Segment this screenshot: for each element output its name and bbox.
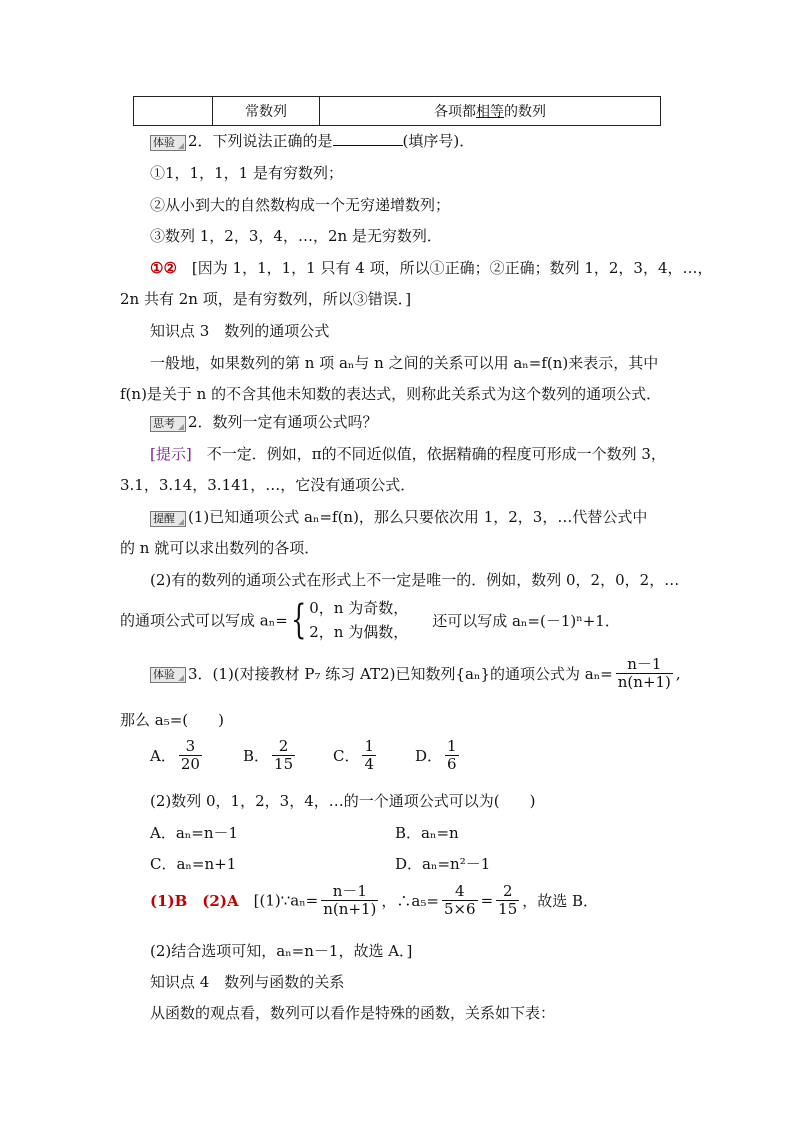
think-2-hint-cont: 3.1，3.14，3.141，…，它没有通项公式． (120, 476, 416, 494)
section-heading: 知识点 4 数列与函数的关系 (150, 973, 345, 991)
paragraph: 从函数的观点看，数列可以看作是特殊的函数，关系如下表： (150, 1004, 556, 1022)
paragraph: f(n)是关于 n 的不含其他未知数的表达式，则称此关系式为这个数列的通项公式． (120, 385, 662, 403)
table-cell (134, 97, 213, 125)
tiyan-tag: 体验 (150, 135, 186, 151)
reminder-2-formula: 的通项公式可以写成 aₙ={ 0，n 为奇数， 2，n 为偶数， 还可以写成 aₙ=(－1)ⁿ+1． (120, 597, 620, 643)
section-heading: 知识点 3 数列的通项公式 (150, 322, 330, 340)
think-2-question: 思考 2．数列一定有通项公式吗？ (150, 411, 378, 432)
statement-2: ②从小到大的自然数构成一个无穷递增数列； (150, 196, 451, 214)
exercise-3-question: 体验 3．(1)(对接教材 P₇ 练习 AT2)已知数列{aₙ}的通项公式为 aₙ= $\frac{n-1}{n(n+1)}$ , (150, 656, 681, 691)
exercise-2-explanation: 2n 共有 2n 项，是有穷数列，所以③错误．] (120, 290, 412, 308)
statement-3: ③数列 1，2，3，4，…，2n 是无穷数列． (150, 227, 442, 245)
table-cell: 常数列 (213, 97, 320, 125)
sikao-tag: 思考 (150, 416, 186, 432)
exercise-2-answer: ①② [因为 1，1，1，1 只有 4 项，所以①正确；②正确；数列 1，2，3，4，…， (150, 259, 713, 277)
reminder-1: 提醒 (1)已知通项公式 aₙ=f(n)，那么只要依次用 1，2，3，…代替公式中 (150, 506, 647, 527)
brace-symbol: { (290, 597, 307, 643)
table-cell: 各项都 相等 的数列 (434, 104, 546, 120)
reminder-1-cont: 的 n 就可以求出数列的各项． (120, 539, 320, 557)
option-d: D． $\frac{1}{6}$ (415, 737, 457, 773)
think-2-hint: [提示] 不一定．例如，π的不同近似值，依据精确的程度可形成一个数列 3， (150, 445, 666, 463)
q2-option-b: B．aₙ=n (395, 824, 459, 842)
tiyan-tag: 体验 (150, 667, 186, 683)
q2-option-a: A．aₙ=n－1 (150, 824, 239, 842)
q2-option-c: C．aₙ=n+1 (150, 855, 237, 873)
reminder-2: (2)有的数列的通项公式在形式上不一定是唯一的．例如，数列 0，2，0，2，… (150, 571, 680, 589)
statement-1: ①1，1，1，1 是有穷数列； (150, 164, 343, 182)
option-a: A． $\frac{3}{20}$ (150, 737, 200, 773)
exercise-3-q1-cont: 那么 a₅=( ) (120, 711, 224, 729)
exercise-3-q2: (2)数列 0，1，2，3，4，…的一个通项公式可以为( ) (150, 792, 536, 810)
table-row (133, 96, 661, 126)
exercise-2-question: 体验 2．下列说法正确的是 (填序号)． (150, 130, 474, 151)
exercise-3-solution-2: (2)结合选项可知，aₙ=n－1，故选 A．] (150, 942, 413, 960)
option-c: C． $\frac{1}{4}$ (333, 737, 375, 773)
q2-option-d: D．aₙ=n²－1 (395, 855, 491, 873)
exercise-3-solution: (1)B (2)A [(1)∵aₙ= $\frac{n-1}{n(n+1)}$ ，∴a₅= $\frac{4}{5\times 6}$ = $\frac{2}{15}$ ，故选 B． (150, 882, 599, 918)
answer-blank (333, 131, 403, 146)
paragraph: 一般地，如果数列的第 n 项 aₙ与 n 之间的关系可以用 aₙ=f(n)来表示，其中 (150, 354, 659, 372)
option-b: B． $\frac{2}{15}$ (243, 737, 294, 773)
tixing-tag: 提醒 (150, 511, 186, 527)
